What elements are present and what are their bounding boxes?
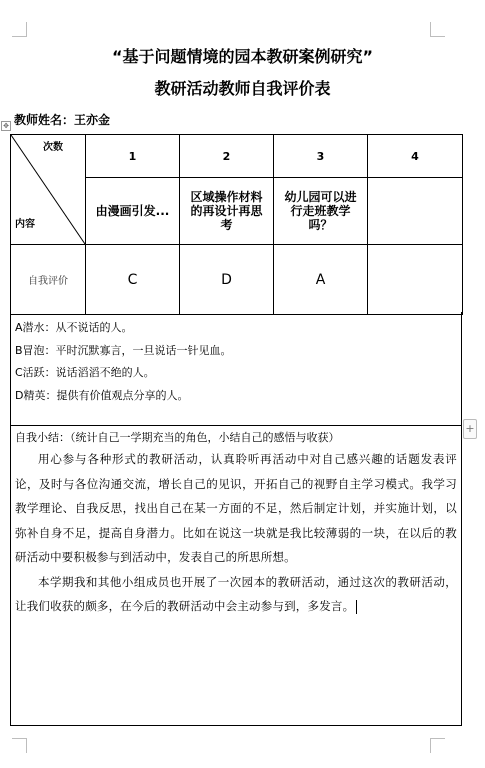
definition-item: A潜水：从不说话的人。 bbox=[15, 321, 133, 334]
column-number: 3 bbox=[274, 135, 368, 178]
column-number: 1 bbox=[86, 135, 180, 178]
table-row bbox=[11, 245, 463, 315]
table-move-handle-icon[interactable]: ✥ bbox=[1, 121, 11, 131]
crop-mark-top-right bbox=[430, 22, 445, 37]
definition-item: B冒泡：平时沉默寡言，一旦说话一针见血。 bbox=[15, 343, 232, 357]
topic-cell: 区域操作材料的再设计再思考 bbox=[180, 178, 274, 245]
grade-cell bbox=[368, 245, 463, 315]
content-label: 内容 bbox=[15, 219, 35, 230]
crop-mark-bottom-left bbox=[12, 738, 27, 753]
summary-paragraph bbox=[15, 570, 457, 619]
summary-paragraph-text: 本学期我和其他小组成员也开展了一次园本的教研活动，通过这次的教研活动，让我们收获的颇多，在今后的教研活动中会主动参与到，多发言。 bbox=[15, 574, 457, 613]
diagonal-header-cell bbox=[11, 135, 86, 245]
definition-item: C活跃：说话滔滔不绝的人。 bbox=[15, 366, 155, 379]
column-number: 4 bbox=[368, 135, 463, 178]
crop-mark-top-left bbox=[12, 22, 27, 37]
evaluation-table bbox=[10, 134, 463, 315]
topic-cell bbox=[368, 178, 463, 245]
table-row bbox=[11, 135, 463, 178]
summary-paragraph: 用心参与各种形式的教研活动，认真聆听再活动中对自己感兴趣的话题发表评论，及时与各位沟通交流，增长自己的见识，开拓自己的视野自主学习模式。我学习教学理论、自我反思，找出自己在某一方面的不足，然后制定计划，并实施计划，以弥补自身不足，提高自身潜力。比如在说这一块就是我比较薄弱的一块，在以后的教研活动中要积极参与到活动中，发表自己的所思所想。 bbox=[15, 452, 457, 564]
column-number: 2 bbox=[180, 135, 274, 178]
document-subtitle: 教研活动教师自我评价表 bbox=[154, 79, 331, 98]
self-eval-label: 自我评价 bbox=[11, 245, 86, 315]
grade-cell: D bbox=[180, 245, 274, 315]
add-row-button[interactable]: + bbox=[463, 419, 477, 439]
summary-heading: 自我小结：（统计自己一学期充当的角色，小结自己的感悟与收获） bbox=[15, 431, 340, 444]
teacher-name: 教师姓名：王亦金 bbox=[14, 113, 111, 127]
crop-mark-bottom-right bbox=[430, 738, 445, 753]
document-title: “基于问题情境的园本教研案例研究” bbox=[111, 47, 374, 66]
topic-cell: 由漫画引发... bbox=[86, 178, 180, 245]
grade-cell: A bbox=[274, 245, 368, 315]
text-cursor bbox=[356, 600, 357, 614]
times-label: 次数 bbox=[43, 142, 63, 153]
definition-item: D精英：提供有价值观点分享的人。 bbox=[15, 388, 189, 402]
role-definitions bbox=[10, 312, 462, 426]
grade-cell: C bbox=[86, 245, 180, 315]
topic-cell: 幼儿园可以进行走班教学吗？ bbox=[274, 178, 368, 245]
self-summary-section[interactable] bbox=[10, 426, 462, 726]
